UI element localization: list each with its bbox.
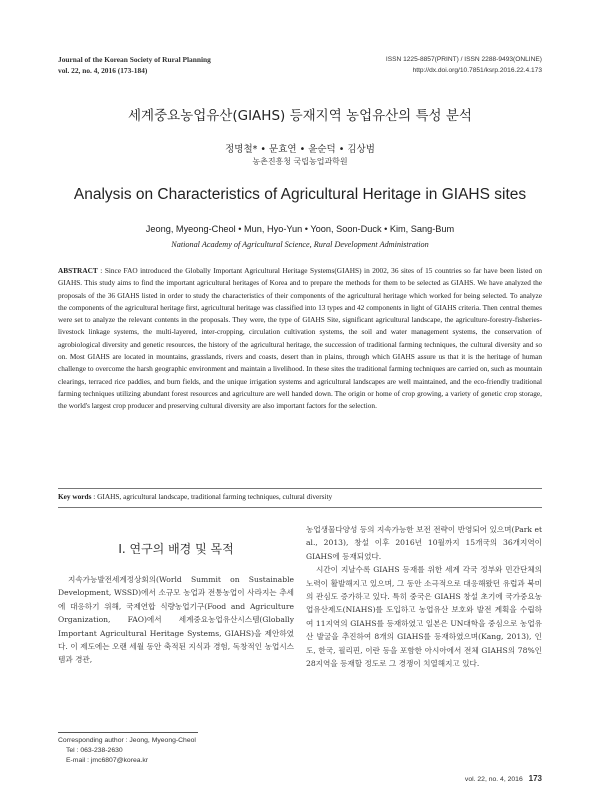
abstract-label: ABSTRACT	[58, 266, 98, 275]
journal-header	[58, 54, 211, 76]
footer-volume: vol. 22, no. 4, 2016	[464, 776, 523, 783]
telephone: Tel : 063-238-2630	[66, 747, 123, 754]
abstract-text: : Since FAO introduced the Globally Important Agricultural Heritage Systems(GIAHS) in 2002, 36 sites of 15 countries so far have been listed on GIAHS. This study aims to find the important agricultural heritages of Korea and to prepare the methods for them to be selected as GIAHS. We have analyzed the proposals of the 36 GIAHS listed in order to study the characteristics of their components of the agricultural heritage which worked for being selected. To analyze the components of the agricultural heritage first, agricultural heritage was classified into 13 types and 42 components in light of GIAHS criteria. Then central themes were set to analyze the relevant contents in the proposals. They were, the type of GIAHS Site, significant agricultural landscape, the agriculture-forestry-fisheries-livestock linkage systems, the multi-layered, inter-cropping, circulation cultivation systems, the soil and water management systems, the conservation of agrobiological diversity and genetic resources, the history of the agricultural heritage, the succession of traditional farming techniques, the cultural diversity and so on. Most GIAHS are located in mountains, grasslands, rivers and coasts, desert than in plains, through which GIAHS assure us that it is the heritage of human challenge to overcome the harsh geographic environment and maintain a livelihood. In these sites the traditional farming techniques are carried on, such as mountain clearings, terraced rice paddies, and burn fields, and the unique irrigation systems and agricultural landscapes are well maintained, and the eco-friendly traditional farming techniques utilizing abundant forest resources and agriculture are well handed down. The origin or home of crop growing, a variety of genetic crop storage, the world's largest crop producer and preserving cultural diversity are also important factors for the selection.	[58, 266, 542, 411]
footnote	[58, 736, 196, 766]
left-column	[58, 573, 294, 667]
page-footer	[465, 774, 542, 783]
email[interactable]: E-mail : jmc6807@korea.kr	[66, 757, 149, 764]
section-heading: I. 연구의 배경 및 목적	[118, 542, 234, 556]
paragraph: 농업생물다양성 등의 지속가능한 보전 전략이 반영되어 있으며(Park et al., 2013), 창설 이후 2016년 10월까지 15개국의 36개지역이 GIAHS에 등재되었다.	[306, 525, 542, 561]
korean-authors: 정명철* • 문효연 • 윤순덕 • 김상범	[225, 144, 375, 155]
english-title: Analysis on Characteristics of Agricultural Heritage in GIAHS sites	[73, 186, 527, 203]
abstract	[58, 265, 542, 413]
english-affiliation: National Academy of Agricultural Science, Rural Development Administration	[171, 240, 429, 249]
keywords-label: Key words	[58, 492, 92, 501]
doi-link[interactable]: http://dx.doi.org/10.7851/ksrp.2016.22.4.173	[412, 67, 542, 74]
paragraph: 시간이 지날수록 GIAHS 등재를 위한 세계 각국 정부와 민간단체의 노력이 활발해지고 있으며, 그 동안 소극적으로 대응해왔던 유럽과 북미의 관심도 증가하고 있다. 특히 중국은 GIAHS 창설 초기에 국가중요농업유산제도(NIAHS)를 도입하고 농업유산 보호와 발전 계획을 수립하여 11지역의 GIAHS를 등재하였고 일본은 UN대학을 중심으로 농업유산 발굴을 추진하여 8개의 GIAHS를 등재하였으며(Kang, 2013), 인도, 한국, 필리핀, 이란 등을 포함한 아시아에서 전체 GIAHS의 78%인 28지역을 등재할 정도로 그 경쟁이 치열해지고 있다.	[306, 565, 542, 669]
english-authors: Jeong, Myeong-Cheol • Mun, Hyo-Yun • Yoon, Soon-Duck • Kim, Sang-Bum	[145, 224, 455, 234]
korean-affiliation: 농촌진흥청 국립농업과학원	[252, 157, 348, 166]
footnote-rule	[58, 732, 198, 733]
keywords-text: : GIAHS, agricultural landscape, traditional farming techniques, cultural diversity	[93, 492, 333, 501]
journal-name: Journal of the Korean Society of Rural Planning	[58, 55, 211, 64]
page-number: 173	[528, 774, 542, 783]
issn-header	[386, 54, 542, 76]
keywords	[58, 492, 542, 501]
issn: ISSN 1225-8857(PRINT) / ISSN 2288-9493(ONLINE)	[385, 56, 542, 63]
keywords-bottom-rule	[58, 507, 542, 508]
paragraph: 지속가능발전세계정상회의(World Summit on Sustainable Development, WSSD)에서 소규모 농업과 전통농업이 사라지는 추세에 대응하기 위해, 국제연합 식량농업기구(Food and Agriculture Organization, FAO)에서 세계중요농업유산시스템(Globally Important Agricultural Heritage Systems, GIAHS)을 제안하였다. 이 제도에는 오랜 세월 동안 축적된 지식과 경험, 독창적인 농업시스템과 경관,	[58, 575, 294, 665]
keywords-top-rule	[58, 488, 542, 489]
corresponding-author: Corresponding author : Jeong, Myeong-Cheol	[58, 737, 196, 744]
right-column	[306, 523, 542, 670]
korean-title: 세계중요농업유산(GIAHS) 등재지역 농업유산의 특성 분석	[128, 108, 472, 124]
journal-volume: vol. 22, no. 4, 2016 (173-184)	[58, 66, 148, 75]
